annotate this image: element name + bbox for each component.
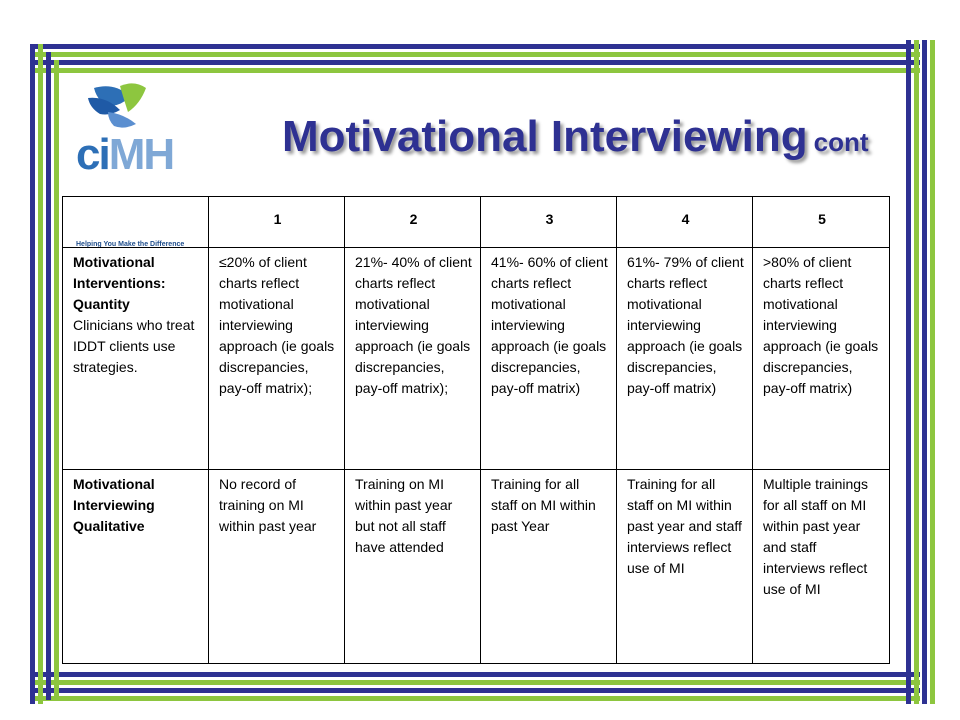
- quantity-cell-1: ≤20% of client charts reflect motivational interviewing approach (ie goals discrepancies, pay-off matrix);: [209, 248, 345, 470]
- table-header-row: [63, 197, 890, 248]
- frame-bottom-navy-2: [30, 688, 920, 693]
- frame-top-navy-1: [30, 44, 920, 49]
- row-label-quantity-desc: Clinicians who treat IDDT clients use strategies.: [73, 317, 195, 375]
- frame-right-navy-1: [906, 40, 911, 704]
- frame-left-green-2: [54, 60, 59, 696]
- quantity-cell-3: 41%- 60% of client charts reflect motivational interviewing approach (ie goals discrepancies, pay-off matrix): [481, 248, 617, 470]
- qualitative-cell-3: Training for all staff on MI within past Year: [481, 470, 617, 664]
- hands-icon: [84, 78, 154, 138]
- qualitative-cell-4: Training for all staff on MI within past year and staff interviews reflect use of MI: [617, 470, 753, 664]
- frame-left-navy-2: [46, 52, 51, 700]
- header-cell-4: 4: [617, 197, 753, 248]
- page-title: [282, 112, 869, 162]
- quantity-cell-5: >80% of client charts reflect motivational interviewing approach (ie goals discrepancies, pay-off matrix): [753, 248, 890, 470]
- table-row-quantity: [63, 248, 890, 470]
- row-label-qualitative: [63, 470, 209, 664]
- frame-top-navy-2: [30, 60, 920, 65]
- frame-bottom-green-1: [30, 680, 920, 685]
- header-cell-3: 3: [481, 197, 617, 248]
- row-label-quantity: [63, 248, 209, 470]
- quantity-cell-2: 21%- 40% of client charts reflect motivational interviewing approach (ie goals discrepancies, pay-off matrix);: [345, 248, 481, 470]
- header-cell-2: 2: [345, 197, 481, 248]
- table-row-qualitative: [63, 470, 890, 664]
- qualitative-cell-1: No record of training on MI within past year: [209, 470, 345, 664]
- qualitative-cell-2: Training on MI within past year but not all staff have attended: [345, 470, 481, 664]
- logo-text-ci: ci: [76, 130, 109, 179]
- row-label-qualitative-title: Motivational Interviewing Qualitative: [73, 476, 155, 534]
- logo-text-mh: MH: [108, 130, 174, 179]
- frame-right-navy-2: [922, 40, 927, 704]
- logo-text: [76, 130, 173, 180]
- frame-right-green-2: [930, 40, 935, 704]
- qualitative-cell-5: Multiple trainings for all staff on MI within past year and staff interviews reflect use of MI: [753, 470, 890, 664]
- fidelity-table: [62, 196, 890, 664]
- row-label-quantity-title: Motivational Interventions: Quantity: [73, 254, 166, 312]
- frame-bottom-navy-1: [30, 672, 920, 677]
- page-title-main: Motivational Interviewing: [282, 112, 808, 161]
- cimh-logo: [76, 78, 185, 248]
- frame-left-navy-1: [30, 44, 35, 704]
- frame-right-green-1: [914, 40, 919, 704]
- frame-top-green-1: [30, 52, 920, 57]
- logo-tagline: Helping You Make the Difference: [76, 241, 185, 248]
- page-title-suffix: cont: [813, 127, 869, 157]
- header-cell-empty: [63, 197, 209, 248]
- frame-left-green-1: [38, 44, 43, 704]
- header-cell-1: 1: [209, 197, 345, 248]
- quantity-cell-4: 61%- 79% of client charts reflect motivational interviewing approach (ie goals discrepancies, pay-off matrix): [617, 248, 753, 470]
- frame-bottom-green-2: [30, 696, 920, 701]
- frame-top-green-2: [30, 68, 920, 73]
- header-cell-5: 5: [753, 197, 890, 248]
